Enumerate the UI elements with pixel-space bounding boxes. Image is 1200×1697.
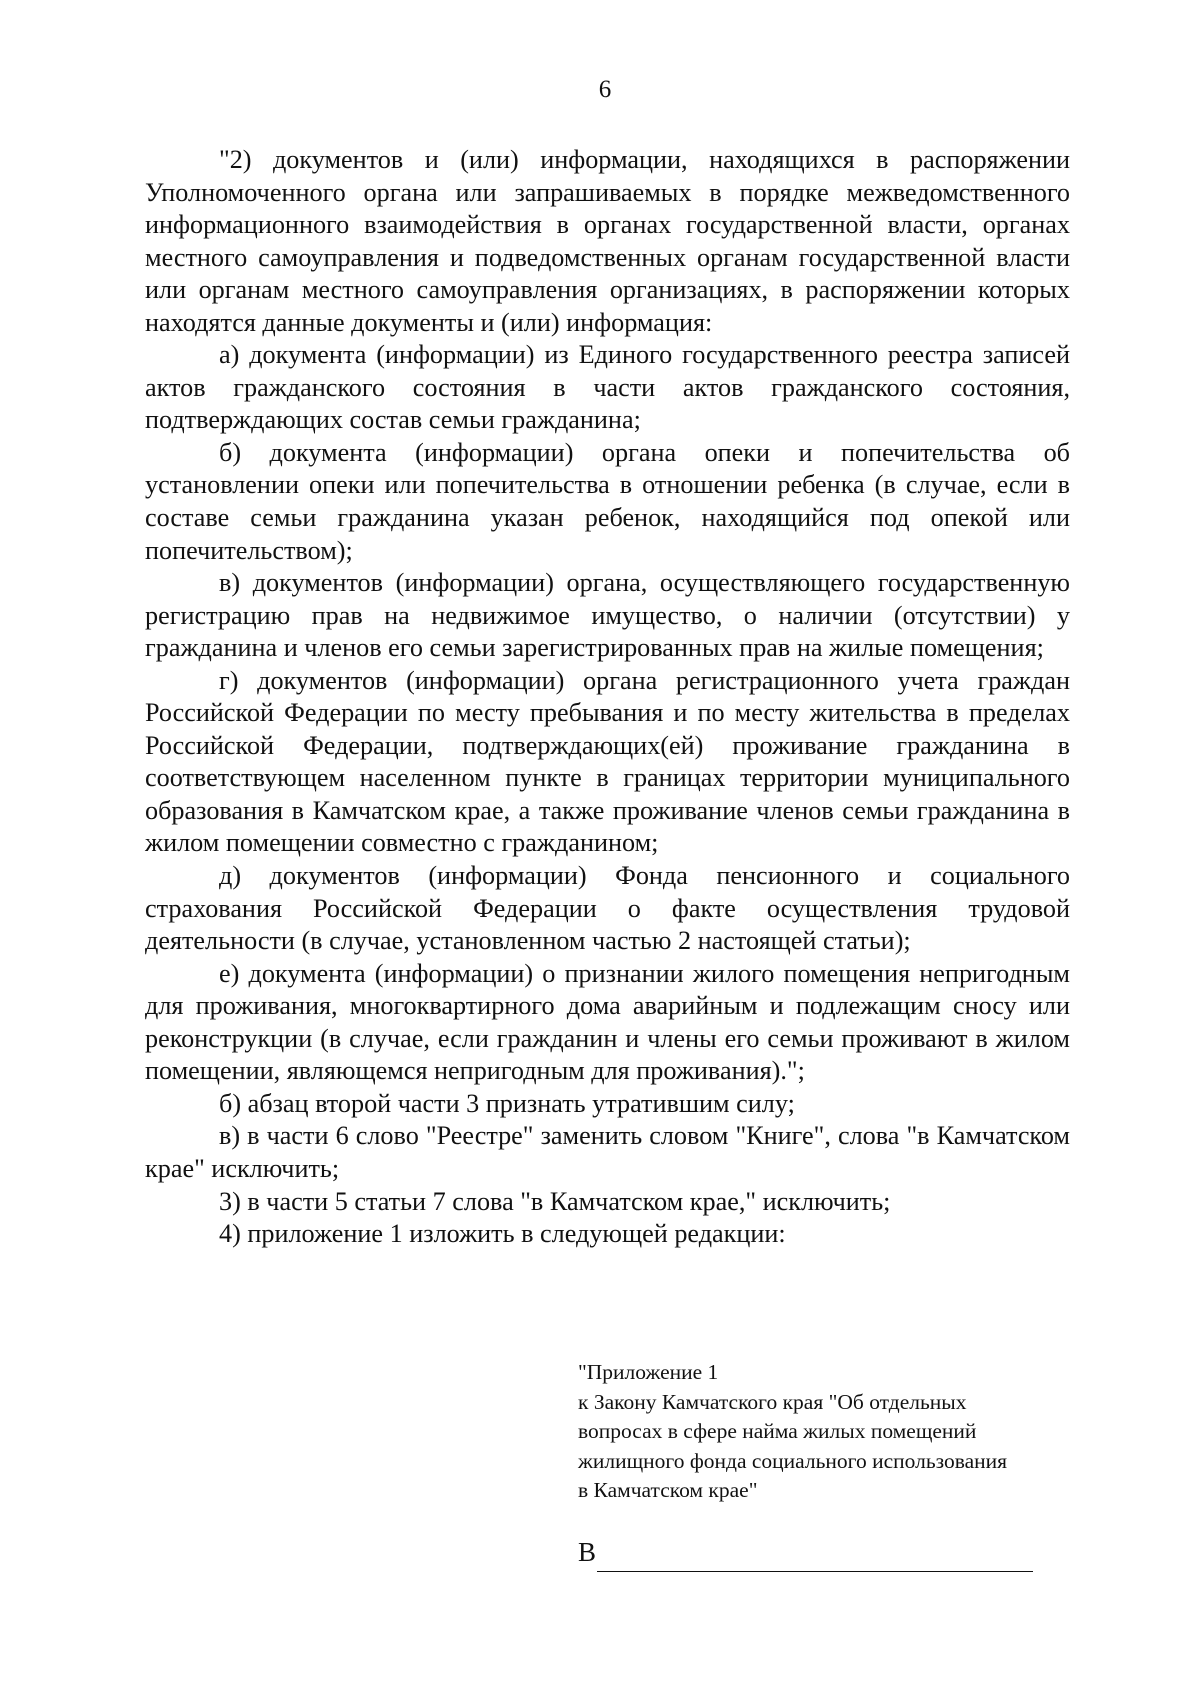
paragraph-subitem-b: б) документа (информации) органа опеки и попечительства об установлении опеки или попечительства в отношении ребенка (в случае, если в составе семьи гражданина указан ребенок, находящийся под опекой или попечительством); <box>145 437 1070 565</box>
appendix-title: "Приложение 1 <box>578 1360 719 1384</box>
blank-fill-line <box>578 1532 1048 1572</box>
paragraph-subitem-g: г) документов (информации) органа регистрационного учета граждан Российской Федерации по месту пребывания и по месту жительства в пределах Российской Федерации, подтверждающих(ей) проживание гражданина в соответствующем населенном пункте в границах территории муниципального образования в Камчатском крае, а также проживание членов семьи гражданина в жилом помещении совместно с гражданином; <box>145 665 1070 858</box>
appendix-line: вопросах в сфере найма жилых помещений <box>578 1419 977 1444</box>
body-text <box>145 144 1070 1251</box>
appendix-line: жилищного фонда социального использования <box>578 1448 1008 1473</box>
paragraph-subitem-d: д) документов (информации) Фонда пенсионного и социального страхования Российской Федерации о факте осуществления трудовой деятельности (в случае, установленном частью 2 настоящей статьи); <box>145 861 1070 956</box>
paragraph-subitem-a: а) документа (информации) из Единого государственного реестра записей актов гражданского состояния в части актов гражданского состояния, подтверждающих состав семьи гражданина; <box>145 340 1070 435</box>
paragraph-item-4: 4) приложение 1 изложить в следующей редакции: <box>219 1219 786 1249</box>
fill-line-underline <box>597 1541 1033 1572</box>
paragraph-item-3: 3) в части 5 статьи 7 слова "в Камчатском крае," исключить; <box>219 1186 891 1216</box>
paragraph-subitem-e: е) документа (информации) о признании жилого помещения непригодным для проживания, многоквартирного дома аварийным и подлежащим сносу или реконструкции (в случае, если гражданин и члены его семьи проживают в жилом помещении, являющемся непригодным для проживания)."; <box>145 958 1070 1086</box>
appendix-line: в Камчатском крае" <box>578 1478 758 1503</box>
fill-line-prefix: В <box>578 1537 597 1567</box>
appendix-line: к Закону Камчатского края "Об отдельных <box>578 1389 967 1414</box>
paragraph-amendment-v: в) в части 6 слово "Реестре" заменить словом "Книге", слова "в Камчатском крае" исключить; <box>145 1121 1070 1183</box>
page-number: 6 <box>598 76 612 103</box>
paragraph-amendment-b: б) абзац второй части 3 признать утратившим силу; <box>219 1088 795 1118</box>
appendix-header <box>578 1358 1078 1506</box>
paragraph-item-2: "2) документов и (или) информации, находящихся в распоряжении Уполномоченного органа или запрашиваемых в порядке межведомственного информационного взаимодействия в органах государственной власти, органах местного самоуправления и подведомственных органам государственной власти или органам местного самоуправления организациях, в распоряжении которых находятся данные документы и (или) информация: <box>145 145 1070 337</box>
paragraph-subitem-v: в) документов (информации) органа, осуществляющего государственную регистрацию прав на недвижимое имущество, о наличии (отсутствии) у гражданина и членов его семьи зарегистрированных прав на жилые помещения; <box>145 568 1070 663</box>
